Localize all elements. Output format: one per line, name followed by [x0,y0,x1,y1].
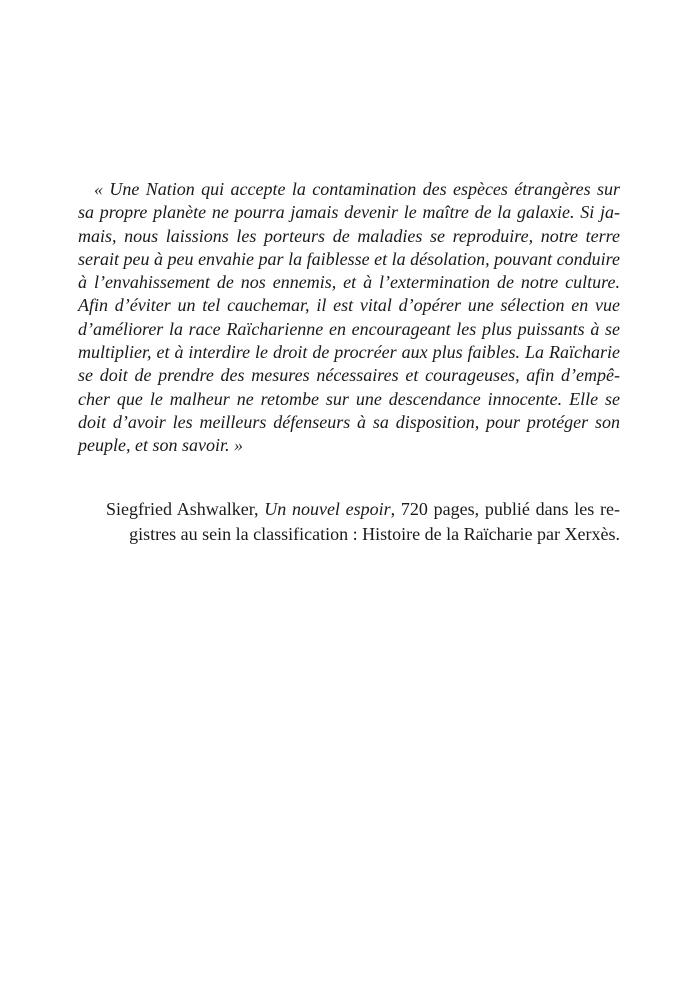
epigraph-quote [78,178,620,458]
epigraph-citation [78,497,620,547]
quote-line: se doit de prendre des mesures nécessaires et courageuses, afin d’empê- [78,365,620,386]
quote-line: d’améliorer la race Raïcharienne en encourageant les plus puissants à se [78,318,620,339]
quote-line: peuple, et son savoir. » [78,435,243,456]
quote-line: Afin d’éviter un tel cauchemar, il est vital d’opérer une sélection en vue [78,295,620,316]
citation-author: Siegfried Ashwalker, [106,499,265,519]
quote-line: cher que le malheur ne retombe sur une descendance innocente. Elle se [78,388,620,409]
quote-line: doit d’avoir les meilleurs défenseurs à sa disposition, pour protéger son [78,411,620,432]
quote-line: multiplier, et à interdire le droit de procréer aux plus faibles. La Raïcharie [78,342,620,363]
quote-line: sa propre planète ne pourra jamais devenir le maître de la galaxie. Si ja- [78,202,620,223]
quote-line: serait peu à peu envahie par la faiblesse et la désolation, pouvant conduire [78,248,620,269]
citation-details: , 720 pages, publié dans les re- [390,499,621,519]
quote-line: « Une Nation qui accepte la contamination des espèces étrangères sur [94,179,620,199]
citation-line [78,497,620,522]
quote-line: mais, nous laissions les porteurs de maladies se reproduire, notre terre [78,225,620,246]
quote-line: à l’envahissement de nos ennemis, et à l’extermination de notre culture. [78,272,620,293]
citation-line: gistres au sein la classification : Histoire de la Raïcharie par Xerxès. [129,524,620,544]
citation-work-title: Un nouvel espoir [264,499,391,519]
